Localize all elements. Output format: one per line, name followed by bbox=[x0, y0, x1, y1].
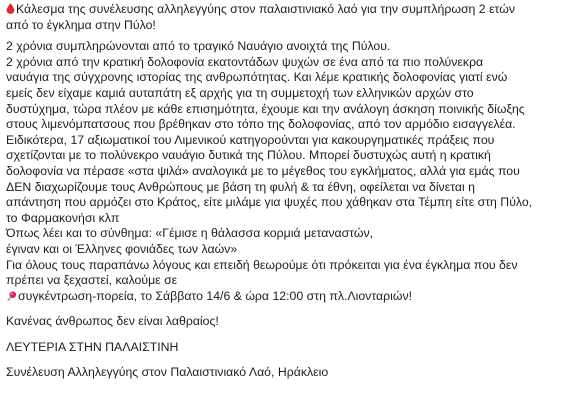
body-line: εμείς δεν είχαμε καμιά αυταπάτη εξ αρχής για τη συμμετοχή των ελληνικών αρχών στο bbox=[6, 85, 474, 100]
closing-slogan: Κανένας άνθρωπος δεν είναι λαθραίος! bbox=[6, 314, 219, 329]
body-line: δολοφονία να πέρασε «στα ψιλά» αναλογικά με το μέγεθος του εγκλήματος, αλλά για εμάς που bbox=[6, 163, 520, 178]
body-line: 2 χρόνια συμπληρώνονται από το τραγικό Ναυάγιο ανοιχτά της Πύλου. bbox=[6, 39, 391, 54]
header-line-2: από το έγκλημα στην Πύλο! bbox=[6, 17, 156, 32]
body-line: ΔΕΝ διαχωρίζουμε τους Ανθρώπους με βάση τη φυλή & τα έθνη, οφείλεται να δίνεται η bbox=[6, 179, 475, 194]
body-line: 2 χρόνια από την κρατική δολοφονία εκατοντάδων ψυχών σε ένα από τα πιο πολύνεκρα bbox=[6, 54, 484, 69]
red-drop-icon bbox=[6, 3, 15, 14]
body-line: στους λιμενόμπατσους που βρέθηκαν στο τόπο της δολοφονίας, από τον αρμόδιο εισαγγελέα. bbox=[6, 117, 516, 132]
event-text: συγκέντρωση-πορεία, το Σάββατο 14/6 & ώρα 12:00 στη πλ.Λιονταριών! bbox=[18, 288, 413, 303]
closing-slogan-palestine: ΛΕΥΤΕΡΙΑ ΣΤΗΝ ΠΑΛΑΙΣΤΙΝΗ bbox=[6, 339, 179, 354]
body-line: Ειδικότερα, 17 αξιωματικοί του Λιμενικού κατηγορούνται για κακουργηματικές πράξεις που bbox=[6, 132, 495, 147]
body-line: σχετίζονται με το πολύνεκρο ναυάγιο δυτικά της Πύλου. Μπορεί δυστυχώς αυτή η κρατική bbox=[6, 148, 491, 163]
body-paragraph bbox=[6, 39, 570, 304]
body-line: απάντηση που αρμόζει στο Κράτος, είτε μιλάμε για ψυχές που χάθηκαν στα Τέμπη είτε στη Πύλο, bbox=[6, 195, 533, 210]
body-line: Για όλους τους παραπάνω λόγους και επειδή θεωρούμε ότι πρόκειται για ένα έγκλημα που δεν bbox=[6, 257, 518, 272]
body-line: δυστύχημα, τώρα πλέον με κάθε επισημότητα, έχουμε και την ανάλογη άσκηση ποινικής δίωξης bbox=[6, 101, 525, 116]
body-line: έγιναν και οι Έλληνες φονιάδες των λαών» bbox=[6, 241, 238, 256]
signature: Συνέλευση Αλληλεγγύης στον Παλαιστινιακό Λαό, Ηράκλειο bbox=[6, 365, 329, 380]
header-line-1 bbox=[6, 2, 570, 18]
body-line: ναυάγια της σύγχρονης ιστορίας της ανθρωπότητας. Και λέμε κρατικής δολοφονίας γιατί ενώ bbox=[6, 70, 508, 85]
header-text-1: Κάλεσμα της συνέλευσης αλληλεγγύης στον παλαιστινιακό λαό για την συμπλήρωση 2 ετών bbox=[16, 2, 515, 16]
body-line: το Φαρμακονήσι κλπ bbox=[6, 210, 120, 225]
body-line: πρέπει να ξεχαστεί, καλούμε σε bbox=[6, 273, 178, 288]
round-pushpin-icon bbox=[6, 290, 17, 302]
body-line: Όπως λέει και το σύνθημα: «Γέμισε η θάλασσα κορμιά μεταναστών, bbox=[6, 226, 374, 241]
event-line bbox=[6, 289, 570, 305]
